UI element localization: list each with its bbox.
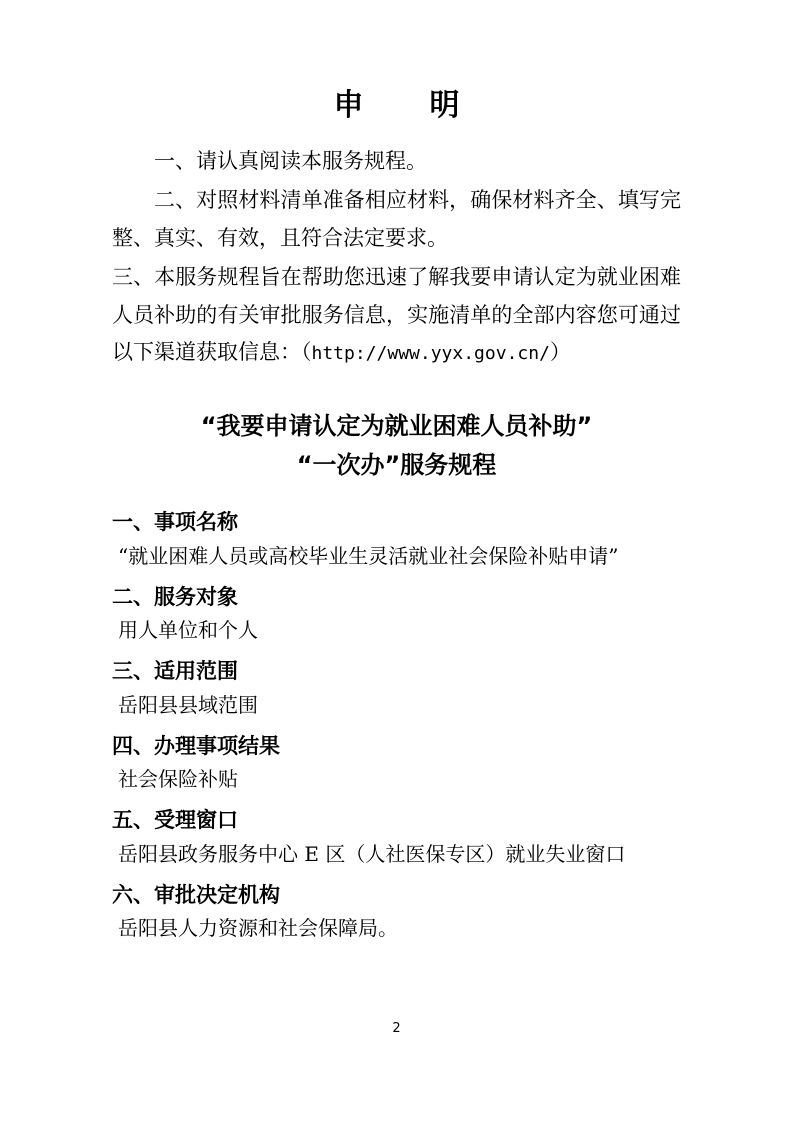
item-content-6: 岳阳县人力资源和社会保障局。 (118, 916, 398, 941)
item-content-1: “就业困难人员或高校毕业生灵活就业社会保险补贴申请” (118, 543, 619, 568)
item-content-5: 岳阳县政务服务中心 E 区（人社医保专区）就业失业窗口 (118, 841, 626, 866)
item-heading-4: 四、办理事项结果 (112, 733, 280, 758)
item-heading-3: 三、适用范围 (112, 659, 238, 684)
declaration-item-1: 一、请认真阅读本服务规程。 (154, 149, 427, 173)
item-content-4: 社会保险补贴 (118, 767, 238, 792)
item-heading-1: 一、事项名称 (112, 510, 238, 534)
spacer (112, 485, 681, 497)
declaration-item-3-text: 三、本服务规程旨在帮助您迅速了解我要申请认定为就业困难人员补助的有关审批服务信息，实施清单的全部内容您可通过以下渠道获取信息：（ (112, 265, 681, 364)
page-title: 申 明 (333, 88, 478, 123)
item-content-2: 用人单位和个人 (118, 618, 258, 643)
item-heading-2: 二、服务对象 (112, 584, 238, 609)
item-heading-5: 五、受理窗口 (112, 808, 238, 833)
item-heading-6: 六、审批决定机构 (112, 882, 280, 907)
declaration-item-3-url: http://www.yyx.gov.cn/ (311, 342, 550, 364)
declaration-item-2: 二、对照材料清单准备相应材料，确保材料齐全、填写完整、真实、有效，且符合法定要求。 (112, 188, 681, 250)
spacer (112, 373, 681, 407)
section-title-line-1: “我要申请认定为就业困难人员补助” (200, 412, 593, 441)
page-number: 2 (392, 1021, 401, 1036)
item-content-3: 岳阳县县域范围 (118, 692, 258, 717)
declaration-item-3 (112, 259, 681, 371)
section-title-line-2: “一次办”服务规程 (296, 451, 497, 480)
declaration-item-3-suffix: ） (549, 339, 571, 364)
